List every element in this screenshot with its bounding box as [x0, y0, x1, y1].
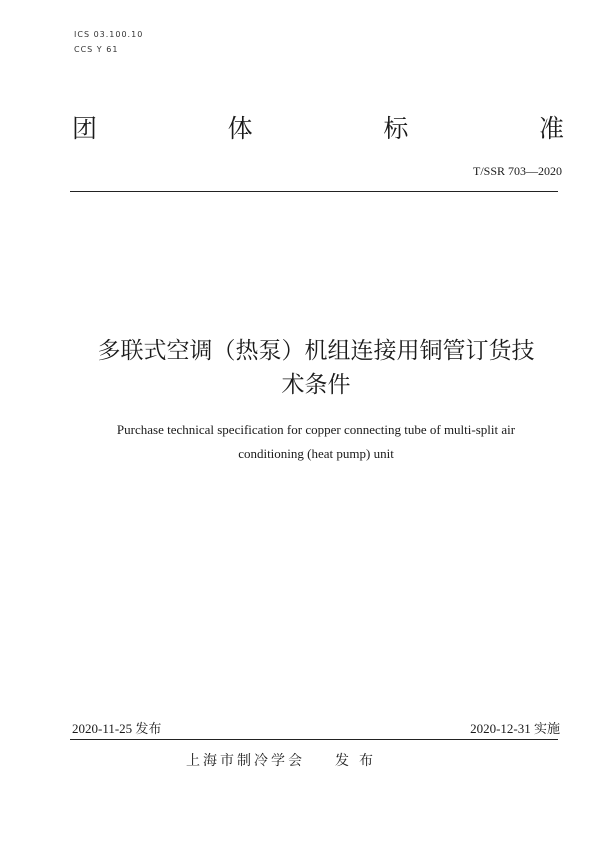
top-divider — [70, 191, 558, 192]
english-title-line-1: Purchase technical specification for copper connecting tube of multi-split air — [116, 422, 516, 437]
standard-number: T/SSR 703—2020 — [472, 164, 562, 178]
ccs-code: CCS Y 61 — [74, 45, 119, 54]
chinese-title — [60, 334, 572, 402]
english-title — [80, 418, 552, 466]
english-title-line-2: conditioning (heat pump) unit — [238, 446, 394, 461]
publisher-line — [186, 750, 383, 770]
heading-char: 团 — [72, 114, 98, 143]
heading-char: 体 — [227, 114, 253, 143]
publisher-name: 上海市制冷学会 — [186, 753, 305, 769]
chinese-title-line-2: 术条件 — [281, 372, 351, 398]
chinese-title-line-1: 多联式空调（热泵）机组连接用铜管订货技 — [97, 338, 535, 364]
ics-code: ICS 03.100.10 — [74, 30, 144, 39]
heading-char: 标 — [383, 114, 409, 143]
issue-date: 2020-11-25 发布 — [72, 721, 162, 736]
bottom-divider — [70, 739, 558, 740]
implementation-date: 2020-12-31 实施 — [470, 721, 560, 736]
heading-char: 准 — [538, 114, 564, 143]
standard-type-heading — [72, 114, 564, 144]
publish-verb: 发布 — [335, 753, 383, 769]
